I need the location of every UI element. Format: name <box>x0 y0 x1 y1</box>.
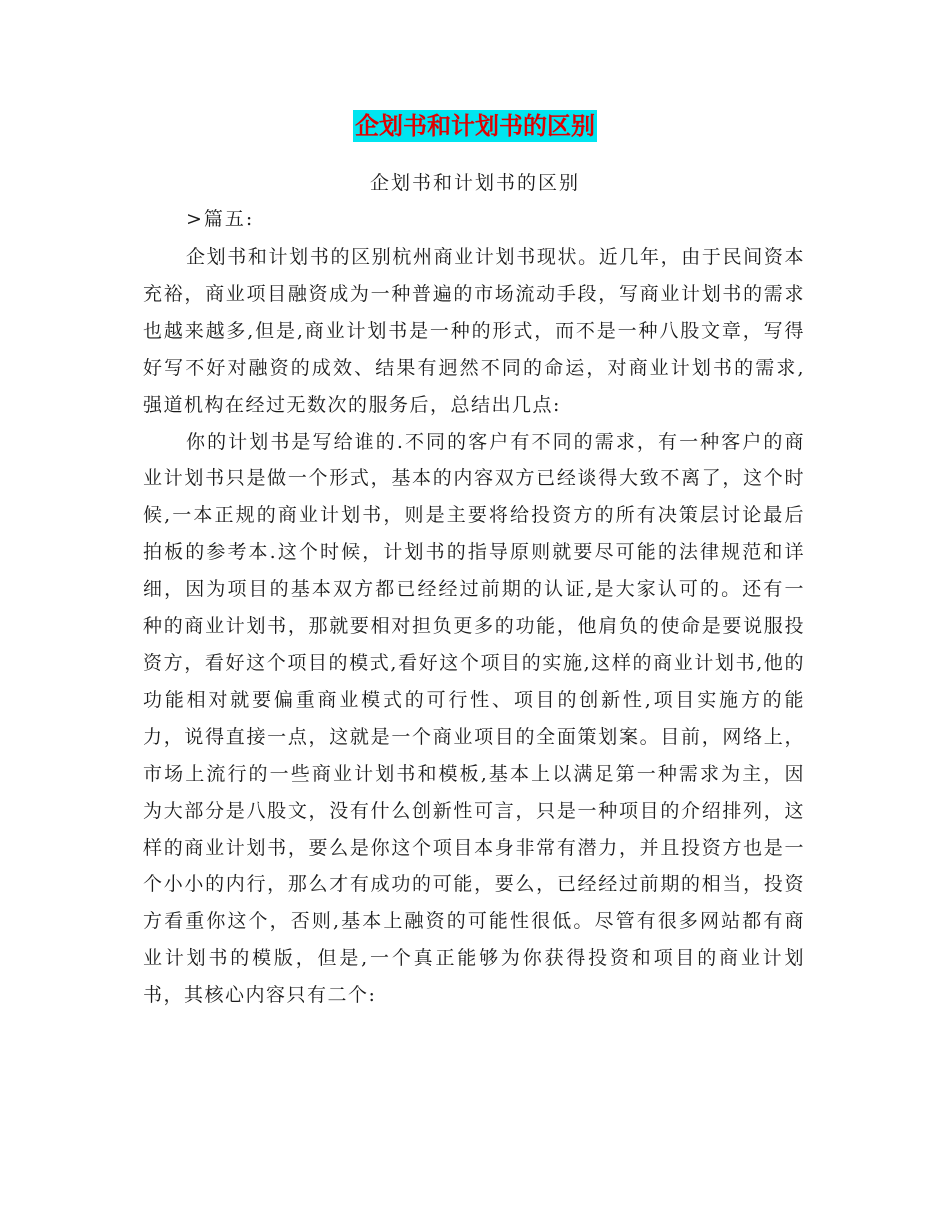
title-container <box>0 110 950 142</box>
document-title: 企划书和计划书的区别 <box>355 112 595 140</box>
paragraph-1: 企划书和计划书的区别杭州商业计划书现状。近几年，由于民间资本充裕，商业项目融资成为一种普遍的市场流动手段，写商业计划书的需求也越来越多,但是,商业计划书是一种的形式，而不是一种八股文章，写得好写不好对融资的成效、结果有迥然不同的命运，对商业计划书的需求,强道机构在经过无数次的服务后，总结出几点: <box>143 246 805 416</box>
paragraph-2: 你的计划书是写给谁的.不同的客户有不同的需求，有一种客户的商业计划书只是做一个形式，基本的内容双方已经谈得大致不离了，这个时候,一本正规的商业计划书，则是主要将给投资方的所有决策层讨论最后拍板的参考本.这个时候，计划书的指导原则就要尽可能的法律规范和详细，因为项目的基本双方都已经经过前期的认证,是大家认可的。还有一种的商业计划书，那就要相对担负更多的功能，他肩负的使命是要说服投资方，看好这个项目的模式,看好这个项目的实施,这样的商业计划书,他的功能相对就要偏重商业模式的可行性、项目的创新性,项目实施方的能力，说得直接一点，这就是一个商业项目的全面策划案。目前，网络上，市场上流行的一些商业计划书和模板,基本上以满足第一种需求为主，因为大部分是八股文，没有什么创新性可言，只是一种项目的介绍排列，这样的商业计划书，要么是你这个项目本身非常有潜力，并且投资方也是一个小小的内行，那么才有成功的可能，要么，已经经过前期的相当，投资方看重你这个，否则,基本上融资的可能性很低。尽管有很多网站都有商业计划书的模版，但是,一个真正能够为你获得投资和项目的商业计划书，其核心内容只有二个: <box>143 430 805 1007</box>
document-subtitle: 企划书和计划书的区别 <box>369 172 580 194</box>
section-label: >篇五: <box>186 208 255 230</box>
body-text <box>143 239 805 1014</box>
